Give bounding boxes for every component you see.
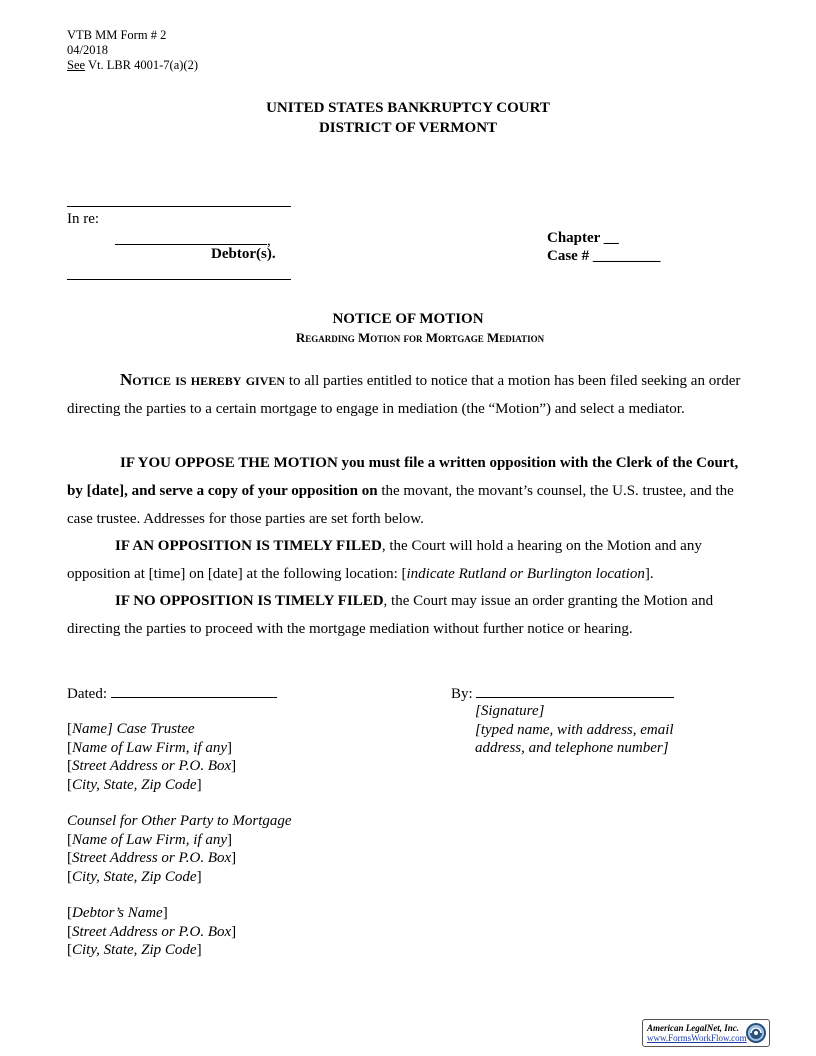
signature-field[interactable] bbox=[476, 683, 674, 698]
address-line: [Name] Case Trustee bbox=[67, 721, 195, 737]
counsel-address-block bbox=[67, 812, 292, 886]
legalnet-badge[interactable] bbox=[642, 1019, 770, 1047]
paragraph-oppose-text: the movant, the movant’s counsel, the U.S. trustee, and the case trustee. Addresses for those parties are set forth below. bbox=[67, 483, 734, 527]
address-line: Counsel for Other Party to Mortgage bbox=[67, 813, 292, 829]
dated-row bbox=[67, 683, 277, 703]
address-line: [Name of Law Firm, if any] bbox=[67, 739, 233, 756]
case-number-field[interactable]: Case # _________ bbox=[547, 248, 661, 264]
caption-bottom-rule bbox=[67, 279, 291, 280]
notice-subtitle: Regarding Motion for Mortgage Mediation bbox=[295, 330, 545, 345]
by-row bbox=[451, 683, 674, 703]
date-field[interactable] bbox=[111, 683, 277, 698]
case-info bbox=[547, 229, 660, 265]
address-line: [City, State, Zip Code] bbox=[67, 776, 202, 793]
trustee-address-block bbox=[67, 720, 236, 794]
court-name: UNITED STATES BANKRUPTCY COURT bbox=[266, 100, 550, 116]
see-signal: See bbox=[67, 58, 86, 72]
paragraph-oppose bbox=[67, 449, 749, 533]
debtor-address-block bbox=[67, 904, 236, 960]
signature-placeholder: [Signature] bbox=[475, 703, 545, 719]
signature-block bbox=[475, 702, 674, 758]
address-line: [Street Address or P.O. Box] bbox=[67, 758, 237, 774]
paragraph-not-filed bbox=[67, 587, 749, 643]
signer-details-line1: [typed name, with address, email bbox=[475, 721, 674, 738]
paragraph-timely-text: , the Court will hold a hearing on the Motion and any opposition at [time] on [date] at the following location: [ bbox=[67, 538, 702, 582]
form-id: VTB MM Form # 2 bbox=[67, 28, 167, 42]
paragraph-oppose-bold: IF YOU OPPOSE THE MOTION you must file a written opposition with the Clerk of the Court, by [date], and serve a copy of your opposition on bbox=[67, 455, 739, 499]
notice-title: NOTICE OF MOTION bbox=[332, 311, 484, 327]
court-district: DISTRICT OF VERMONT bbox=[318, 120, 498, 136]
in-re-label: In re: bbox=[67, 211, 100, 227]
paragraph-not-filed-bold: IF NO OPPOSITION IS TIMELY FILED bbox=[115, 593, 384, 609]
address-line: [Debtor’s Name] bbox=[67, 905, 168, 921]
address-line: [Street Address or P.O. Box] bbox=[67, 850, 237, 866]
badge-url[interactable]: www.FormsWorkFlow.com bbox=[647, 1033, 747, 1043]
paragraph-notice bbox=[67, 366, 749, 423]
rule-reference bbox=[67, 58, 198, 73]
paragraph-notice-text: to all parties entitled to notice that a motion has been filed seeking an order directing the parties to a certain mortgage to engage in mediation (the “Motion”) and select a mediator. bbox=[67, 373, 741, 417]
rule-citation: Vt. LBR 4001-7(a)(2) bbox=[85, 58, 199, 72]
caption-top-rule bbox=[67, 206, 291, 207]
paragraph-notice-lead: Notice is hereby given bbox=[120, 370, 286, 389]
court-heading bbox=[0, 98, 816, 138]
address-line: [City, State, Zip Code] bbox=[67, 868, 202, 885]
globe-logo-icon bbox=[745, 1022, 767, 1044]
debtor-comma: , bbox=[267, 233, 271, 249]
badge-company: American LegalNet, Inc. bbox=[647, 1023, 739, 1033]
paragraph-not-filed-text: , the Court may issue an order granting the Motion and directing the parties to proceed with the mortgage mediation without further notice or hearing. bbox=[67, 593, 714, 637]
address-line: [Name of Law Firm, if any] bbox=[67, 831, 233, 848]
chapter-field[interactable]: Chapter __ bbox=[547, 230, 619, 246]
dated-label: Dated: bbox=[67, 686, 107, 702]
form-meta bbox=[67, 28, 198, 73]
form-date: 04/2018 bbox=[67, 43, 108, 57]
signer-details-line2: address, and telephone number] bbox=[475, 740, 669, 756]
paragraph-timely-location: indicate Rutland or Burlington location bbox=[406, 566, 645, 582]
address-line: [City, State, Zip Code] bbox=[67, 942, 202, 958]
debtor-label: Debtor(s). bbox=[211, 246, 276, 262]
paragraph-timely-bold: IF AN OPPOSITION IS TIMELY FILED bbox=[115, 538, 382, 554]
address-line: [Street Address or P.O. Box] bbox=[67, 923, 237, 940]
by-label: By: bbox=[451, 686, 473, 702]
paragraph-timely-filed bbox=[67, 532, 749, 588]
paragraph-timely-end: ]. bbox=[644, 566, 654, 582]
